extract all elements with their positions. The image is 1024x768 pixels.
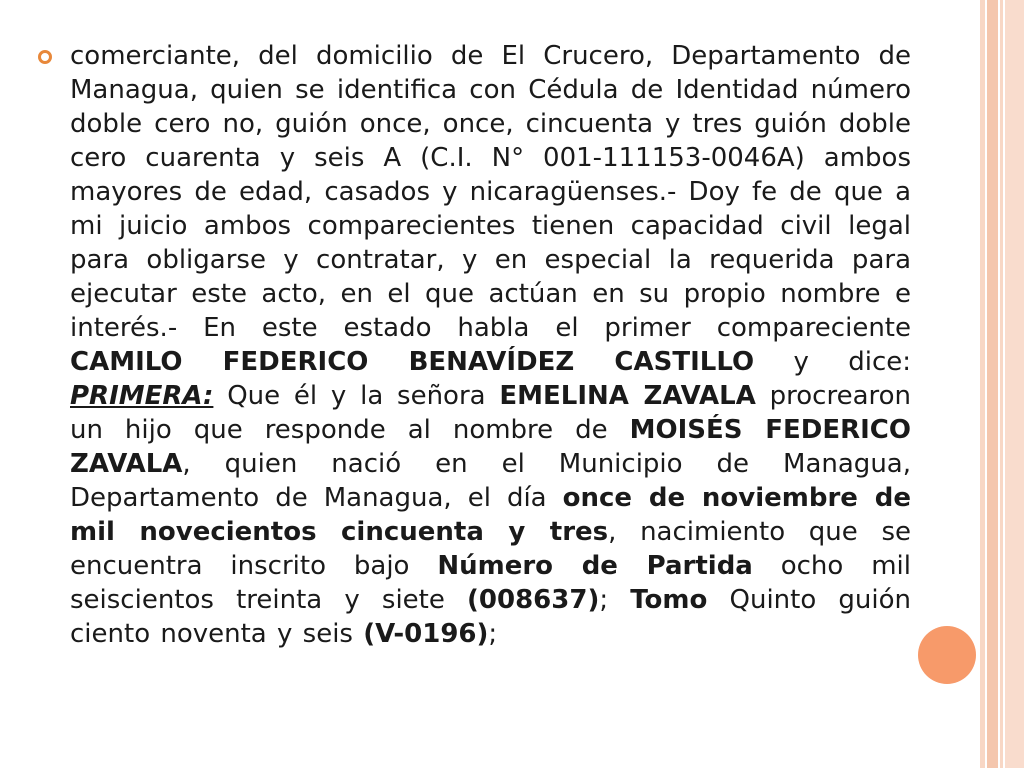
text-run: ocho mil seiscientos treinta y siete bbox=[70, 551, 911, 615]
volume-number-bold: (V-0196) bbox=[363, 619, 489, 649]
text-run: ; bbox=[599, 585, 631, 615]
text-run: y dice: bbox=[754, 347, 911, 377]
text-run: ; bbox=[488, 619, 498, 649]
clause-label: PRIMERA: bbox=[70, 381, 214, 411]
person-name-bold: CAMILO FEDERICO BENAVÍDEZ CASTILLO bbox=[70, 347, 755, 377]
decorative-stripe bbox=[1005, 0, 1024, 768]
slide-paragraph bbox=[70, 39, 911, 651]
birth-date-bold: once de noviembre de mil novecientos cincuenta y tres bbox=[70, 483, 911, 547]
text-run: procrearon un hijo que responde al nombre de bbox=[70, 381, 912, 445]
ring-bullet-icon bbox=[38, 50, 52, 64]
decorative-stripe bbox=[987, 0, 998, 768]
record-label-bold: Número de Partida bbox=[437, 551, 753, 581]
text-run: , quien nació en el Municipio de Managua, Departamento de Managua, el día bbox=[70, 449, 911, 513]
volume-label-bold: Tomo bbox=[630, 585, 708, 615]
decorative-circle bbox=[918, 626, 976, 684]
text-run: comerciante, del domicilio de El Crucero, Departamento de Managua, quien se identifica con Cédula de Identidad número doble cero no, guión once, once, cincuenta y tres guión doble cero cuarenta y seis A (C.I. N° 001-111153-0046A) ambos mayores de edad, casados y nicaragüenses.- Doy fe de que a mi juicio ambos comparecientes tienen capacidad civil legal para obligarse y contratar, y en especial la requerida para ejecutar este acto, en el que actúan en su propio nombre e interés.- En este estado habla el primer compareciente bbox=[70, 41, 911, 343]
person-name-bold: MOISÉS FEDERICO ZAVALA bbox=[70, 415, 911, 479]
person-name-bold: EMELINA ZAVALA bbox=[499, 381, 756, 411]
decorative-stripe bbox=[1000, 0, 1003, 768]
record-number-bold: (008637) bbox=[467, 585, 600, 615]
text-run: Quinto guión ciento noventa y seis bbox=[70, 585, 911, 649]
text-run: , nacimiento que se encuentra inscrito bajo bbox=[70, 517, 912, 581]
text-run: Que él y la señora bbox=[213, 381, 500, 411]
decorative-stripe bbox=[980, 0, 985, 768]
